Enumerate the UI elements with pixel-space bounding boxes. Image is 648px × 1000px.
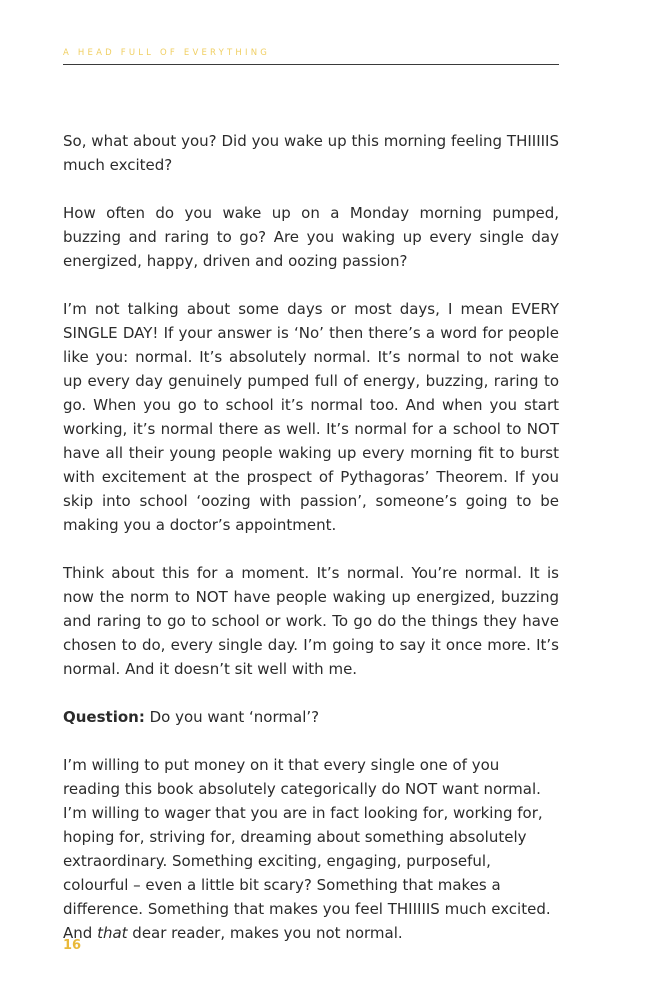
question-label: Question: — [63, 708, 145, 726]
page-body — [63, 129, 559, 969]
paragraph-6 — [63, 753, 559, 945]
paragraph-6-end: dear reader, makes you not normal. — [127, 924, 403, 942]
paragraph-2: How often do you wake up on a Monday morning pumped, buzzing and raring to go? Are you waking up every single day energized, happy, driven and oozing passion? — [63, 204, 559, 270]
paragraph-3: I’m not talking about some days or most days, I mean EVERY SINGLE DAY! If your answer is ‘No’ then there’s a word for people like you: normal. It’s absolutely normal. It’s normal to not wake up every day genuinely pumped full of energy, buzzing, raring to go. When you go to school it’s normal too. And when you start working, it’s normal there as well. It’s normal for a school to NOT have all their young people waking up every morning fit to burst with excitement at the prospect of Pythagoras’ Theorem. If you skip into school ‘oozing with passion’, someone’s going to be making you a doctor’s appointment. — [63, 300, 559, 534]
header-rule — [63, 64, 559, 65]
paragraph-6-emphasis: that — [97, 924, 128, 942]
paragraph-1: So, what about you? Did you wake up this morning feeling THIIIIIS much excited? — [63, 132, 559, 174]
page-number: 16 — [63, 938, 82, 953]
paragraph-4: Think about this for a moment. It’s normal. You’re normal. It is now the norm to NOT have people waking up energized, buzzing and raring to go to school or work. To go do the things they have chosen to do, every single day. I’m going to say it once more. It’s normal. And it doesn’t sit well with me. — [63, 564, 559, 678]
question-text: Do you want ‘normal’? — [144, 708, 320, 726]
paragraph-6-main: I’m willing to put money on it that every single one of you reading this book absolutely categorically do NOT want normal. I’m willing to wager that you are in fact looking for, working for, hoping for, striving for, dreaming about something absolutely extraordinary. Something exciting, engaging, purposeful, colourful – even a little bit scary? Something that makes a difference. Something that makes you feel THIIIIIS much excited. And — [63, 756, 551, 942]
question-paragraph — [63, 705, 559, 729]
running-header: A HEAD FULL OF EVERYTHING — [63, 48, 271, 58]
